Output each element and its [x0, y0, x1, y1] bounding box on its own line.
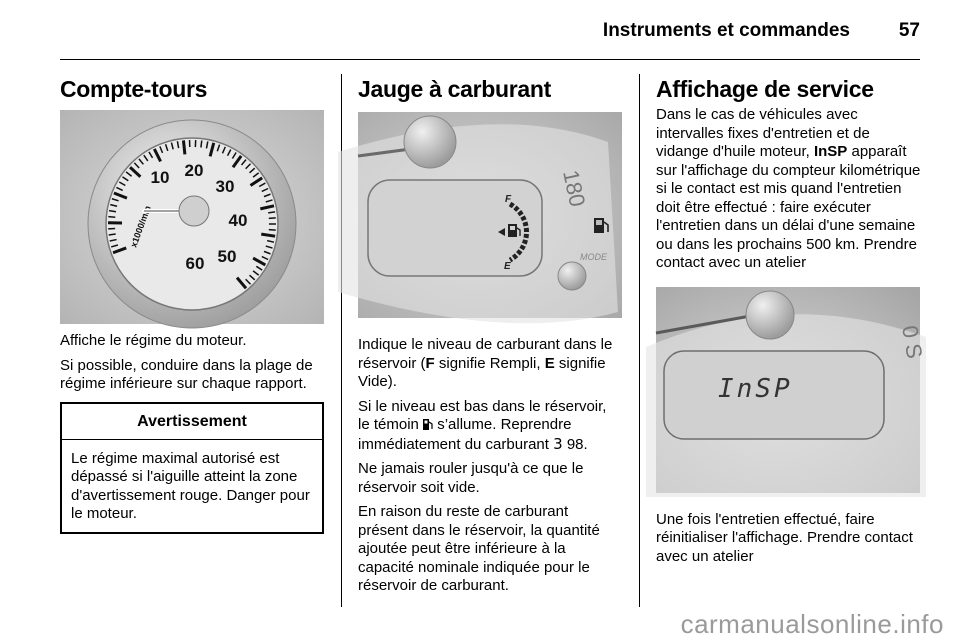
mode-label: MODE [580, 252, 607, 262]
tach-tick-mark [268, 212, 275, 213]
watermark: carmanualsonline.info [680, 609, 944, 639]
section-fuel-gauge [358, 74, 622, 602]
section-title-fuel-gauge: Jauge à carburant [358, 76, 552, 102]
tach-tick-mark [183, 140, 184, 154]
tach-tick-mark [201, 141, 202, 148]
tach-tick-mark [108, 217, 115, 218]
fuel-full-mark: F [505, 194, 512, 205]
paragraph: Ne jamais rouler jusqu'à ce que le réservoir soit vide. [358, 460, 584, 496]
tach-tick-mark [269, 230, 276, 231]
fuel-pump-icon [423, 418, 433, 430]
warning-text: Le régime maximal autorisé est dépassé si l'aiguille atteint la zone d'avertissement rouge. Danger pour le moteur. [71, 449, 310, 522]
tach-tick-label: 50 [217, 247, 237, 266]
section-service-display [656, 74, 928, 572]
tach-tick-label: 60 [185, 254, 205, 273]
warning-box [60, 402, 324, 534]
paragraph: En raison du reste de carburant présent dans le réservoir, la quantité ajoutée peut être inférieure à la capacité nominale indiquée pour le réservoir de carburant. [358, 503, 600, 594]
page-number: 57 [898, 20, 920, 41]
tach-tick-mark [109, 234, 116, 235]
paragraph-fuel-meaning: Indique le niveau de carburant dans le réservoir (F signifie Rempli, E signifie Vide). [358, 336, 613, 390]
tach-tick-label: 30 [215, 177, 235, 196]
column-divider-2 [639, 74, 640, 607]
paragraph: Affiche le régime du moteur. [60, 332, 247, 349]
cross-reference-arrow-icon: 3 [553, 434, 563, 453]
warning-heading: Avertissement [62, 404, 322, 440]
fuel-gauge-illustration [358, 112, 622, 318]
section-title-tachometer: Compte-tours [60, 76, 208, 102]
section-tachometer [60, 74, 324, 534]
speedometer-marking: 180 [558, 167, 591, 209]
svg-text:0 S: 0 S [897, 323, 928, 360]
running-header-title: Instruments et commandes [602, 20, 850, 41]
paragraph-low-fuel: Si le niveau est bas dans le réservoir, le témoin s’allume. Reprendre immédiatement du carburant 3 98. [358, 397, 607, 453]
tach-tick-mark [261, 234, 275, 236]
header-divider [60, 59, 920, 60]
tach-unit-label: x1000/min [128, 204, 153, 249]
section-title-service-display: Affichage de service [656, 76, 874, 102]
tach-tick-mark [269, 218, 276, 219]
service-display-illustration [656, 287, 928, 493]
service-display-text: InSP [718, 373, 793, 404]
paragraph: Une fois l'entretien effectué, faire réinitialiser l'affichage. Prendre contact avec un atelier [656, 510, 913, 565]
paragraph: Si possible, conduire dans la plage de régime inférieure sur chaque rapport. [60, 356, 313, 392]
paragraph-service-info: Dans le cas de véhicules avec intervalles fixes d'entretien et de vidange d'huile moteur, InSP apparaît sur l'affichage du compteur kilométrique si le contact est mis quand l'entretien doit être effectué : faire exécuter l'entretien dans un délai d'une semaine ou dans les prochains 500 km. Prendre contact avec un atelier [656, 106, 921, 271]
tach-tick-label: 10 [150, 168, 170, 187]
tach-tick-label: 20 [184, 161, 204, 180]
tachometer-illustration [60, 110, 324, 324]
tach-tick-label: 40 [228, 211, 248, 230]
fuel-empty-mark: E [504, 261, 511, 272]
